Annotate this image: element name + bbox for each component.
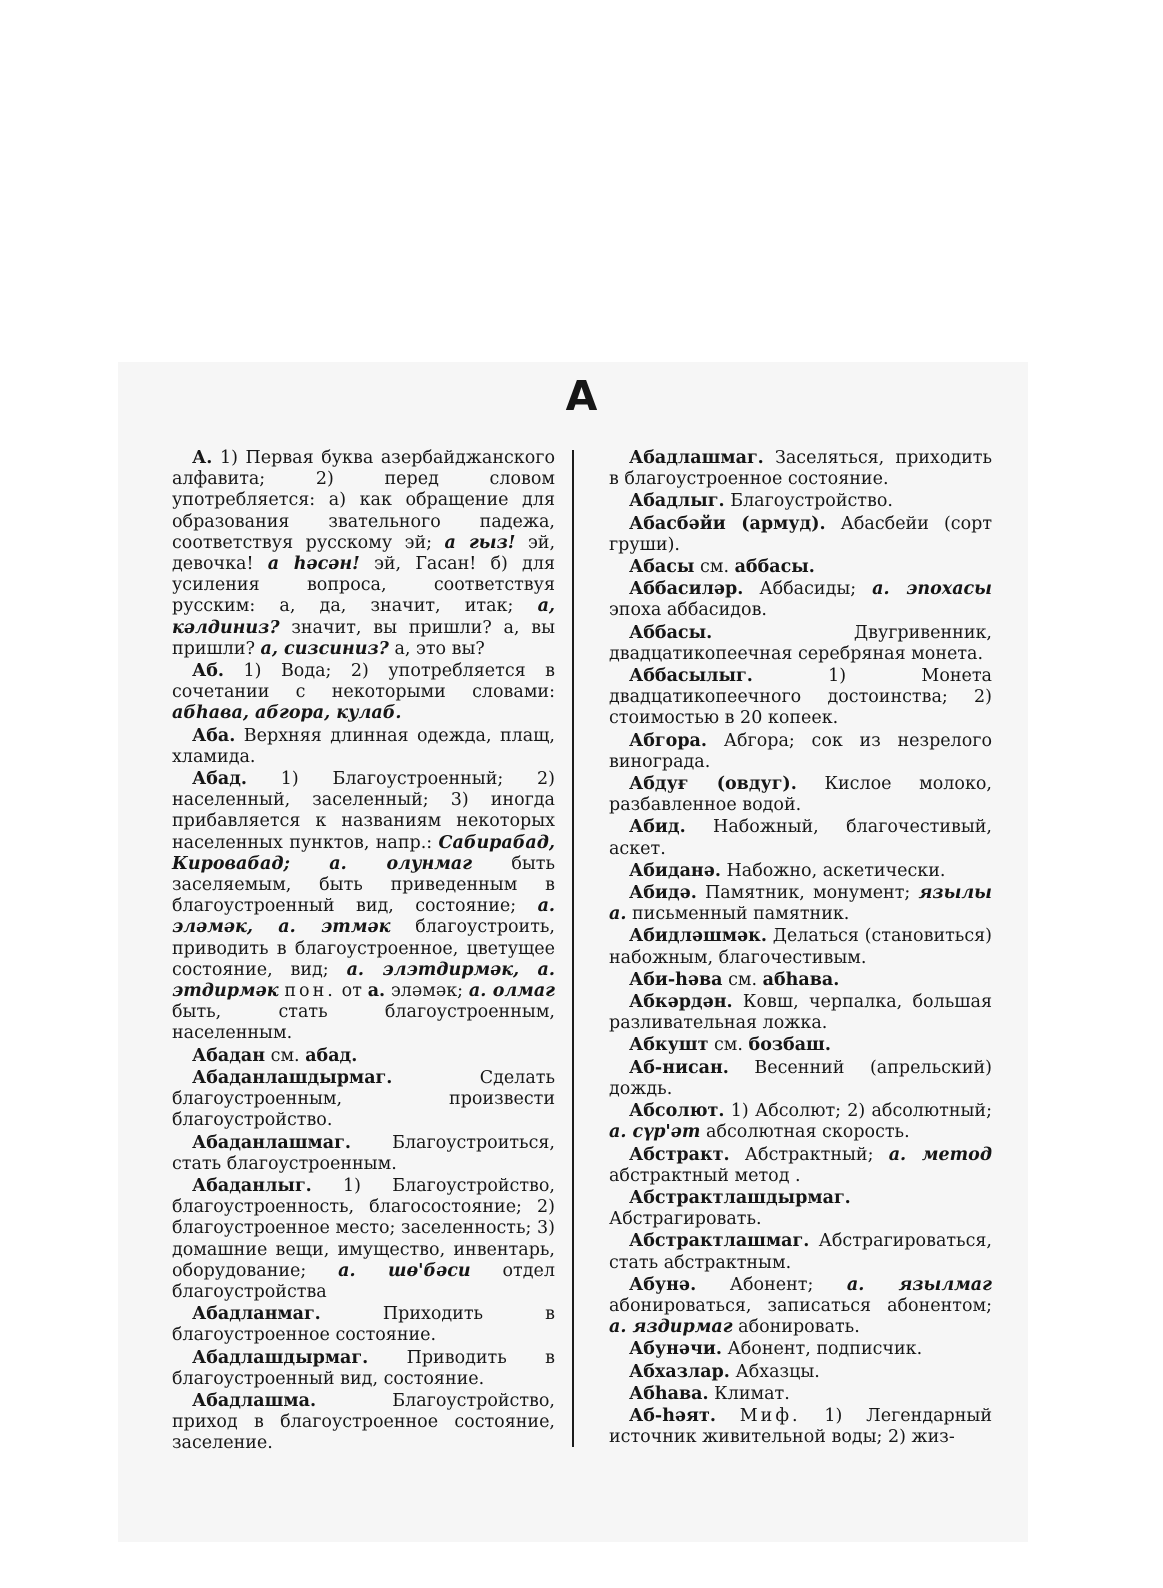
definition: эләмәк;	[385, 981, 469, 1002]
headword: Абунәчи.	[629, 1339, 722, 1360]
definition: 1) Монета двадцатикопеечного достоинства; 2) стоимостью в 20 копеек.	[609, 666, 992, 729]
headword: Абидләшмәк.	[629, 926, 767, 947]
dictionary-entry	[609, 731, 992, 773]
definition: Абстрактный;	[729, 1144, 889, 1165]
dictionary-entry	[609, 774, 992, 816]
dictionary-entry	[609, 1384, 992, 1405]
definition: Абонент;	[696, 1274, 847, 1295]
headword: Абид.	[629, 817, 686, 838]
cross-reference: аббасы.	[734, 557, 815, 578]
headword: Аб.	[192, 661, 225, 682]
headword: Аби-һәва	[629, 969, 723, 990]
example-phrase: а, кәлдиниз?	[172, 596, 555, 638]
dictionary-entry	[172, 448, 555, 660]
definition: Абонент, подписчик.	[721, 1339, 923, 1360]
definition: значит, вы пришли? а, вы пришли?	[172, 617, 555, 659]
definition: Аббасиды;	[743, 579, 873, 600]
headword: Абадан	[192, 1045, 266, 1066]
dictionary-entry	[609, 1362, 992, 1383]
definition: Набожный, благочестивый, аскет.	[609, 817, 992, 859]
dictionary-entry	[172, 1391, 555, 1455]
dictionary-entry	[609, 992, 992, 1034]
definition: Абстрагировать.	[609, 1209, 762, 1230]
headword: Абунә.	[629, 1274, 697, 1295]
definition: благоустроить, приводить в благоустроенное, цветущее состояние, вид;	[172, 917, 555, 980]
dictionary-entry	[609, 926, 992, 968]
definition: а, это вы?	[388, 638, 485, 659]
cross-reference: бозбаш.	[748, 1035, 831, 1056]
headword: Абстракт.	[629, 1144, 730, 1165]
example-phrase: а. эләмәк, а. этмәк	[172, 896, 555, 938]
cross-reference: абһава.	[762, 969, 840, 990]
dictionary-entry	[609, 861, 992, 882]
grammar-label: пон.	[284, 981, 336, 1002]
definition: 1) Легендарный источник живительной воды; 2) жиз-	[609, 1405, 992, 1448]
dictionary-entry	[609, 666, 992, 730]
headword: Абасбәйи (армуд).	[629, 513, 826, 534]
definition: письменный памятник.	[626, 904, 850, 925]
dictionary-entry	[609, 623, 992, 665]
dictionary-entry	[609, 1339, 992, 1360]
dictionary-entry	[172, 1046, 555, 1067]
definition: Абасбейи (сорт груши).	[609, 513, 992, 555]
headword: Абкәрдән.	[629, 992, 733, 1013]
dictionary-entry	[172, 769, 555, 1045]
definition: 1) Благоустроенный; 2) населенный, заселенный; 3) иногда прибавляется к названиям некоторых населенных пунктов, напр.:	[172, 769, 555, 853]
definition: Приходить в благоустроенное состояние.	[172, 1304, 555, 1346]
definition: Климат.	[708, 1383, 790, 1404]
definition: абонировать.	[732, 1317, 860, 1338]
dictionary-entry	[609, 1231, 992, 1273]
example-phrase: а. олунмаг	[329, 853, 473, 874]
definition: см.	[722, 969, 763, 990]
headword: Абидә.	[629, 883, 697, 904]
section-letter-heading: А	[565, 372, 598, 420]
definition: см.	[265, 1045, 306, 1066]
dictionary-column-left	[172, 448, 555, 1456]
definition: 1) Благоустройство, благоустроенность, благосостояние; 2) благоустроенное место; заселенность; 3) домашние вещи, имущество, инвентарь, оборудование;	[172, 1175, 555, 1281]
headword: Абсолют.	[629, 1101, 725, 1122]
headword: Аббасылыг.	[629, 666, 753, 687]
definition: Сделать благоустроенным, произвести благоустройство.	[172, 1067, 555, 1131]
definition: Делаться (становиться) набожным, благочестивым.	[609, 926, 992, 968]
headword: Абиданә.	[629, 860, 721, 881]
example-phrase: а. язылмаг	[846, 1274, 992, 1295]
headword: Абадлашмаг.	[629, 448, 764, 468]
dictionary-entry	[609, 1188, 992, 1230]
example-phrase: а. яздирмаг	[609, 1317, 733, 1338]
definition: Заселяться, приходить в благоустроенное состояние.	[609, 448, 992, 490]
definition: Благоустройство, приход в благоустроенное состояние, заселение.	[172, 1390, 555, 1454]
definition: 1) Вода; 2) употребляется в сочетании с некоторыми словами:	[172, 661, 555, 703]
definition: от	[335, 981, 368, 1002]
headword: Абаданлыг.	[192, 1175, 312, 1196]
dictionary-entry	[172, 1068, 555, 1132]
headword: Абһава.	[629, 1383, 709, 1404]
definition: эй, девочка!	[172, 532, 556, 575]
dictionary-entry	[609, 1406, 992, 1448]
dictionary-entry	[609, 491, 992, 512]
dictionary-entry	[609, 970, 992, 991]
definition: Ковш, черпалка, большая разливательная ложка.	[609, 992, 992, 1034]
headword: Абстрактлашмаг.	[629, 1231, 810, 1252]
headword: Абад.	[192, 769, 248, 790]
example-phrase: а гыз!	[444, 532, 516, 553]
dictionary-entry	[609, 817, 992, 859]
headword: Абстрактлашдырмаг.	[629, 1187, 851, 1208]
headword: Абаданлашдырмаг.	[192, 1067, 393, 1088]
headword: Аббасиләр.	[629, 579, 744, 600]
example-phrase: а. шө'бәси	[338, 1260, 471, 1281]
definition: см.	[708, 1035, 749, 1056]
headword: Аба.	[192, 725, 236, 746]
dictionary-entry	[172, 661, 555, 725]
headword: Абкушт	[629, 1035, 709, 1056]
definition: Приводить в благоустроенный вид, состояние.	[172, 1347, 555, 1389]
headword: Абадлыг.	[629, 491, 725, 512]
headword: А.	[192, 448, 213, 468]
dictionary-entry	[609, 557, 992, 578]
definition: см.	[694, 557, 735, 578]
dictionary-entry	[172, 1304, 555, 1346]
definition: 1) Первая буква азербайджанского алфавита; 2) перед словом употребляется: а) как обращение для образования звательного падежа, соответствуя русскому эй;	[172, 448, 555, 553]
column-divider	[572, 450, 574, 1447]
dictionary-column-right	[609, 448, 992, 1449]
dictionary-entry	[609, 448, 992, 490]
example-phrase: а. олмаг	[468, 981, 556, 1002]
example-phrase: а. метод	[888, 1144, 992, 1165]
definition: эй, Гасан! б) для усиления вопроса, соответствуя русским: а, да, значит, итак;	[172, 554, 555, 617]
definition: отдел благоустройства	[172, 1260, 555, 1302]
headword: Абасы	[629, 557, 695, 578]
definition: быть, стать благоустроенным, населенным.	[172, 1002, 555, 1044]
example-phrase: язылы а.	[609, 883, 992, 925]
dictionary-entry	[609, 579, 992, 621]
headword: Абхазлар.	[629, 1361, 730, 1382]
headword: Абадлашма.	[192, 1390, 317, 1411]
definition: Набожно, аскетически.	[720, 860, 946, 881]
example-phrase: абһава, абгора, кулаб.	[172, 703, 402, 724]
cross-reference: абад.	[305, 1045, 358, 1066]
definition: Абстрагироваться, стать абстрактным.	[609, 1231, 992, 1273]
dictionary-entry	[609, 1145, 992, 1187]
headword: Абадланмаг.	[192, 1304, 321, 1325]
definition	[716, 1406, 740, 1426]
dictionary-entry	[609, 1275, 992, 1339]
definition: Благоустройство.	[724, 491, 893, 512]
definition: Абгора; сок из незрелого винограда.	[609, 730, 992, 772]
definition: быть заселяемым, быть приведенным в благоустроенный вид, состояние;	[172, 853, 555, 917]
definition: Благоустроиться, стать благоустроенным.	[172, 1132, 555, 1174]
dictionary-entry	[172, 1348, 555, 1390]
definition: Памятник, монумент;	[696, 883, 919, 904]
definition: эпоха аббасидов.	[609, 600, 767, 621]
dictionary-entry	[609, 1058, 992, 1100]
definition: абстрактный метод .	[609, 1165, 801, 1186]
dictionary-entry	[609, 1035, 992, 1056]
headword: Абадлашдырмаг.	[192, 1347, 369, 1368]
definition: Абхазцы.	[729, 1361, 820, 1382]
headword: Аб-һәят.	[629, 1405, 716, 1426]
headword: Абаданлашмаг.	[192, 1132, 351, 1153]
dictionary-entry	[609, 514, 992, 556]
headword: Абгора.	[629, 730, 707, 751]
headword: Абдуғ (овдуг).	[629, 774, 797, 795]
grammar-label: Миф.	[739, 1405, 801, 1426]
example-phrase: а. сүр'әт	[609, 1122, 701, 1143]
example-phrase: а, сизсиниз?	[260, 638, 389, 659]
definition: Двугривенник, двадцатикопеечная серебряная монета.	[609, 622, 992, 664]
cross-reference: а.	[367, 981, 386, 1002]
dictionary-entry	[172, 726, 555, 768]
definition: Кислое молоко, разбавленное водой.	[609, 774, 992, 816]
dictionary-entry	[609, 1101, 992, 1143]
definition	[290, 854, 329, 874]
example-phrase: а. эпохасы	[872, 579, 992, 600]
definition: абонироваться, записаться абонентом;	[609, 1295, 992, 1316]
example-phrase: а. элэтдирмәк, а. этдирмәк	[172, 959, 555, 1002]
example-phrase: Сабирабад, Кировабад;	[172, 832, 555, 874]
dictionary-entry	[172, 1133, 555, 1175]
example-phrase: а һәсән!	[267, 554, 360, 575]
dictionary-entry	[172, 1176, 555, 1303]
headword: Аббасы.	[629, 622, 713, 643]
dictionary-entry	[609, 883, 992, 925]
headword: Аб-нисан.	[629, 1057, 729, 1078]
definition: 1) Абсолют; 2) абсолютный;	[724, 1101, 992, 1122]
definition: Верхняя длинная одежда, плащ, хламида.	[172, 725, 555, 767]
definition: абсолютная скорость.	[700, 1122, 910, 1143]
definition: Весенний (апрельский) дождь.	[609, 1057, 992, 1099]
